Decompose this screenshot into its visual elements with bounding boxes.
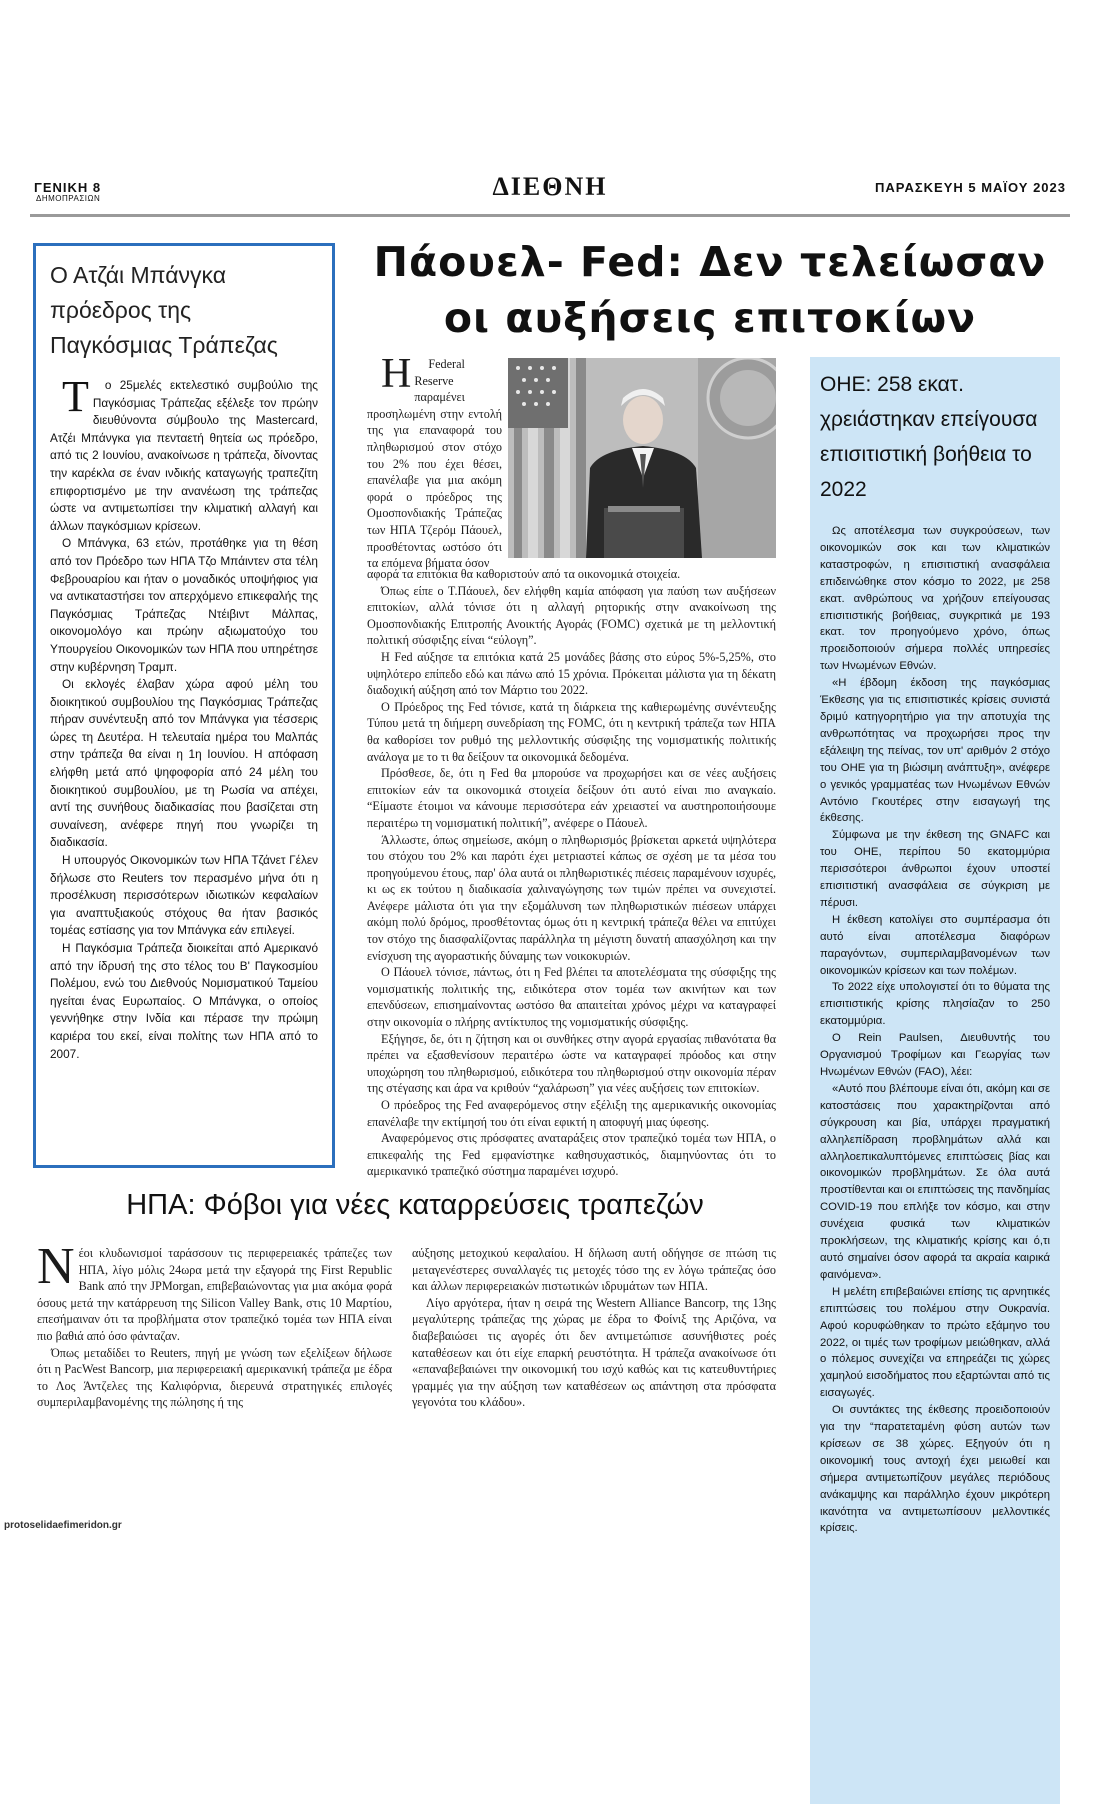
issue-date: ΠΑΡΑΣΚΕΥΗ 5 ΜΑΪΟΥ 2023 [874, 180, 1066, 195]
paragraph: Ο Rein Paulsen, Διευθυντής του Οργανισμού Τροφίμων και Γεωργίας των Ηνωμένων Εθνών (FAO), λέει: [820, 1032, 1050, 1078]
paragraph: Οι συντάκτες της έκθεσης προειδοποιούν για την “παρατεταμένη φύση αυτών των κρίσεων σε 38 χώρες. Εξηγούν ότι η οικονομική τους αντοχή έχει μειωθεί και σήμερα αντιμετωπίζουν μεγάλες περιόδους ανάκαμψης και παράλληλο έχουν μικρότερη ικανότητα να αντιμετωπίσουν μελλοντικές κρίσεις. [820, 1404, 1050, 1535]
paragraph: «Αυτό που βλέπουμε είναι ότι, ακόμη και σε κατοστάσεις που χαρακτηρίζονται από σύγκρουση και βία, υπάρχει πραγματική αλληλεπίδραση προβλημάτων αλλά και αλληλοεπικαλυπτόμενες επιπτώσεις βίας και οικονομικών προβλημάτων. Σε όλα αυτά προστίθενται και οι επιπτώσεις της πανδημίας COVID-19 που επλήξε τον κόσμο, και στην συνέχεια φυσικά των κλιματικών προκλήσεων, της κλιματικής κρίσης και ό,τι αυτό σημαίνει όσον αφορά τα ακραία καιρικά φαινόμενα». [820, 1082, 1050, 1281]
paragraph: αφορά τα επιτόκια θα καθοριστούν από τα οικονομικά στοιχεία. [367, 567, 681, 581]
paragraph: Σύμφωνα με την έκθεση της GNAFC και του ΟΗΕ, περίπου 50 εκατομμύρια περισσότεροι άνθρωποι έχουν υποστεί επισιτιστική ανασφάλεια σε σύγκριση με πέρυσι. [820, 829, 1050, 909]
header-rule [30, 214, 1070, 217]
sidebar-article-left [33, 243, 335, 1168]
main-article-body [367, 566, 776, 1180]
paragraph: Η υπουργός Οικονομικών των ΗΠΑ Τζάνετ Γέλεν δήλωσε στο Reuters τον περασμένο μήνα ότι η προσέλκυση περισσότερων ιδιωτικών κεφαλαίων για αναπτυξιακούς στόχους θα ήταν βασικός τομέας εστίασης για τον Μπάνγκα εάν επιλεγεί. [50, 853, 318, 938]
sidebar-left-body [50, 372, 318, 1063]
paragraph: Εξήγησε, δε, ότι η ζήτηση και οι συνθήκες στην αγορά εργασίας πιθανότατα θα πρέπει να εξασθενίσουν περαιτέρω ώστε να καταγραφεί πρόοδος και στην υποχώρηση του πληθωρισμού, ειδικότερα του πληθωρισμού στην οικονομία πέραν της στέγασης και άρα να κριθούν “χαλάρωση” για νέες αυξήσεις των επιτοκίων. [367, 1031, 776, 1096]
paragraph: ΗFederal Reserve παραμένει προσηλωμένη στην εντολή της για επαναφορά του πληθωρισμού στον στόχο του 2% που έχει θέσει, επανέλαβε για μια ακόμη φορά ο πρόεδρος της Ομοσπονδιακής Τράπεζας των ΗΠΑ Τζερόμ Πάουελ, προσθέτοντας ωστόσο ότι τα επόμενα βήματα όσον [367, 351, 502, 571]
paragraph: Η έκθεση κατολίγει στο συμπέρασμα ότι αυτό είναι αποτέλεσμα διαφόρων παραγόντων, συμπεριλαμβανομένων των οικονομικών κρίσεων και των πολέμων. [820, 913, 1050, 977]
paragraph: Ο Πρόεδρος της Fed τόνισε, κατά τη διάρκεια της καθιερωμένης συνέντευξης Τύπου μετά τη διήμερη συνεδρίαση της FOMC, ότι η κεντρική τράπεζα των ΗΠΑ θα καθορίσει τον ρυθμό της μελλοντικής σύσφιξης της νομισματικής πολιτικής ανάλογα με το τι θα δείξουν τα οικονομικά δεδομένα. [367, 699, 776, 764]
paragraph: Το 2022 είχε υπολογιστεί ότι το θύματα της επισιτιστικής κρίσης πλησίαζαν το 250 εκατομμύρια. [820, 981, 1050, 1028]
paragraph: Όπως είπε ο Τ.Πάουελ, δεν ελήφθη καμία απόφαση για παύση των αυξήσεων επιτοκίων, αλλά τόνισε ότι η αλλαγή ρητορικής στην ανακοίνωση της Ομοσπονδιακής Επιτροπής Ανοικτής Αγοράς (FOMC) σχετικά με τη μελλοντική πολιτική σύσφιξης είναι “εύλογη”. [367, 583, 776, 648]
press-conference-photo [508, 358, 776, 558]
paragraph: Πρόσθεσε, δε, ότι η Fed θα μπορούσε να προχωρήσει και σε νέες αυξήσεις επιτοκίων εάν τα οικονομικά στοιχεία δείξουν ότι αυτό είναι πιο αναγκαίο. “Είμαστε έτοιμοι να κάνουμε περισσότερα εάν χρειαστεί να αυστηροποιήσουμε περαιτέρω τη νομισματική πολιτική”, ανέφερε ο Πάουελ. [367, 766, 776, 830]
section-label: ΓΕΝΙΚΗ 8 [34, 180, 102, 195]
main-headline [350, 234, 1070, 346]
paragraph: Η Fed αύξησε τα επιτόκια κατά 25 μονάδες βάσης στο εύρος 5%-5,25%, στο υψηλότερο επίπεδο εδώ και πάνω από 15 χρόνια. Πρόκειται μάλιστα για τη δέκατη διαδοχική αύξηση από τον Μάρτιο του 2022. [367, 649, 776, 698]
source-watermark: protoselidaefimeridon.gr [4, 1520, 122, 1531]
paragraph: «Η έβδομη έκδοση της παγκόσμιας Έκθεσης για τις επισιτιστικές κρίσεις συνιστά δριμύ κατηγορητήριο για την αποτυχία της ανθρωπότητας να προχωρήσει προς την εξάλειψη της πείνας, τον υπ' αριθμόν 2 στόχο του ΟΗΕ για τη βιώσιμη ανάπτυξη», ανέφερε ο γενικός γραμματέας των Ηνωμένων Εθνών Αντόνιο Γκουτέρες στην εισαγωγή της έκθεσης. [820, 677, 1050, 825]
main-headline-line2: οι αυξήσεις επιτοκίων [443, 294, 977, 342]
paragraph: αύξησης μετοχικού κεφαλαίου. Η δήλωση αυτή οδήγησε σε πτώση τις μεταγενέστερες συναλλαγές τις μετοχές τόσο της εν λόγω τράπεζας όσο και άλλων περιφερειακών πιστωτικών ιδρυμάτων των ΗΠΑ. [412, 1246, 776, 1294]
paragraph: Αναφερόμενος στις πρόσφατες αναταράξεις στον τραπεζικό τομέα των ΗΠΑ, ο επικεφαλής της Fed εμφανίστηκε καθησυχαστικός, διαμηνύοντας ότι το αμερικανικό τραπεζικό σύστημα παραμένει ισχυρό. [367, 1131, 776, 1179]
paragraph: Το 25μελές εκτελεστικό συμβούλιο της Παγκόσμιας Τράπεζας εξέλεξε τον πρώην διευθύνοντα σύμβουλο της Mastercard, Ατζέι Μπάνγκα για πενταετή θητεία ως πρόεδρο, από τις 2 Ιουνίου, ανακοίνωσε η τράπεζα, δίνοντας την καρέκλα σε έναν ινδικής καταγωγής τραπεζίτη επιφορτισμένο με την ανανέωση της τράπεζας ώστε να αντιμετωπίσει την κλιματική αλλαγή και άλλων παγκόσμιων κρίσεων. [50, 372, 318, 533]
section-sublabel: ΔΗΜΟΠΡΑΣΙΩΝ [36, 194, 101, 203]
paragraph: Η μελέτη επιβεβαιώνει επίσης τις αρνητικές επιπτώσεις του πολέμου στην Ουκρανία. Αφού κορυφώθηκαν το πρώτο εξάμηνο του 2022, οι τιμές των τροφίμων μειώθηκαν, αλλά ο πόλεμος συνεχίζει να επηρεάζει τις χώρες χαμηλού εισοδήματος που εξαρτώνται από τις εισαγωγές. [820, 1285, 1050, 1400]
bottom-article-col1 [37, 1238, 392, 1411]
speaker-at-podium-image [508, 358, 776, 558]
sidebar-article-right [810, 357, 1060, 1804]
sidebar-right-title: ΟΗΕ: 258 εκατ. χρειάστηκαν επείγουσα επισιτιστική βοήθεια το 2022 [820, 373, 1038, 501]
sidebar-right-body [820, 523, 1050, 1537]
paragraph: Νέοι κλυδωνισμοί ταράσσουν τις περιφερειακές τράπεζες των ΗΠΑ, λίγο μόλις 24ωρα μετά την εξαγορά της First Republic Bank από την JPMorgan, επιβεβαιώνοντας για μια ακόμα φορά όσους μετά την κατάρρευση της Silicon Valley Bank, στις 10 Μαρτίου, επεσήμαιναν ότι τα προβλήματα στον τραπεζικό τομέα των ΗΠΑ είναι πιο βαθιά από όσο φάνταζαν. [37, 1238, 392, 1343]
paragraph: Ο Πάουελ τόνισε, πάντως, ότι η Fed βλέπει τα αποτελέσματα της σύσφιξης της νομισματικής πολιτικής της, ειδικότερα στον τομέα των ακινήτων και των επενδύσεων, επισημαίνοντας ωστόσο θα απαιτείται χρόνος μέχρι να καταγραφεί στην οικονομία ο πλήρης αντίκτυπος της νομισματικής σύσφιξης. [367, 965, 776, 1030]
category-title: ΔΙΕΘΝΗ [492, 172, 608, 201]
paragraph: Ο πρόεδρος της Fed αναφερόμενος στην εξέλιξη της αμερικανικής οικονομίας επανέλαβε την εκτίμησή του ότι είναι εφικτή η αποφυγή μιας ύφεσης. [367, 1098, 776, 1129]
bottom-article-col2 [412, 1245, 776, 1411]
bottom-headline: ΗΠΑ: Φόβοι για νέες καταρρεύσεις τραπεζών [126, 1189, 704, 1221]
main-headline-line1: Πάουελ- Fed: Δεν τελείωσαν [373, 238, 1047, 286]
paragraph: Οι εκλογές έλαβαν χώρα αφού μέλη του διοικητικού συμβουλίου της Παγκόσμιας Τράπεζας πήραν συνέντευξη από τον Μπάνγκα για τέσσερις ώρες τη Δευτέρα. Η τελευταία ημέρα του Μαλπάς στην τράπεζα θα είναι η 1η Ιουνίου. Η απόφαση ελήφθη μετά από ψηφοφορία από 24 μέλη του διοικητικού συμβουλίου, με τη Ρωσία να απέχει, αντί της συνήθους διαδικασίας που βασίζεται στη συναίνεση, ανέφερε πηγή που γνωρίζει τη διαδικασία. [50, 677, 318, 850]
paragraph: Άλλωστε, όπως σημείωσε, ακόμη ο πληθωρισμός βρίσκεται αρκετά υψηλότερα του στόχου του 2% και παρότι έχει μετριαστεί κάπως σε σχέση με τα μέσα του προηγούμενου έτους, παρ' όλα αυτά οι πληθωριστικές πιέσεις παραμένουν ισχυρές, κι ως εκ τούτου η διαδικασία χαλιναγώγησης των τιμών πρέπει να συνεχιστεί. Ανέφερε μάλιστα ότι για την εξομάλυνση των πληθωριστικών πιέσεων υπάρχει ακόμη πολύ δρόμος, προσθέτοντας όμως ότι η κεντρική τράπεζα θέλει να επιτύχει τον στόχο της διασφαλίζοντας παράλληλα τη μέγιστη δυνατή απασχόληση και την ενίσχυση της αγοραστικής δύναμης των νοικοκυριών. [367, 832, 776, 963]
paragraph: Η Παγκόσμια Τράπεζα διοικείται από Αμερικανό από την ίδρυσή της στο τέλος του Β' Παγκοσμίου Πολέμου, ενώ του Διεθνούς Νομισματικού Ταμείου ηγείται ένας Ευρωπαίος. Ο Μπάνγκα, ο οποίος γεννήθηκε στην Ινδία και πέρασε την πρώιμη καριέρα του εκεί, είναι πολίτης των ΗΠΑ από το 2007. [50, 941, 318, 1061]
main-intro [367, 351, 502, 572]
paragraph: Όπως μεταδίδει το Reuters, πηγή με γνώση των εξελίξεων δήλωσε ότι η PacWest Bancorp, μια περιφερειακή αμερικανική τράπεζα με έδρα το Λος Άντζελες της Καλιφόρνια, διερευνά στρατηγικές επιλογές συμπεριλαμβανομένης της πώλησης ή της [37, 1345, 392, 1410]
sidebar-left-title: Ο Ατζάι Μπάνγκα πρόεδρος της Παγκόσμιας Τράπεζας [50, 262, 278, 358]
paragraph: Ως αποτέλεσμα των συγκρούσεων, των οικονομικών σοκ και των κλιματικών καταστροφών, η επισιτιστική ανασφάλεια επιδεινώθηκε στον κόσμο το 2022, με 258 εκατ. ανθρώπους να χρήζουν επείγουσας επισιτιστικής βοήθειας, συγκριτικά με 193 εκατ. τον προηγούμενο χρόνο, όπως προειδοποιούν σήμερα πολλές υπηρεσίες των Ηνωμένων Εθνών. [820, 525, 1050, 673]
paragraph: Ο Μπάνγκα, 63 ετών, προτάθηκε για τη θέση από τον Πρόεδρο των ΗΠΑ Τζο Μπάιντεν στα τέλη Φεβρουαρίου και ήταν ο μοναδικός υποψήφιος για να αντικαταστήσει τον απερχόμενο επικεφαλής της Παγκόσμιας Τράπεζας Ντέιβιντ Μάλπας, οικονομολόγο και πρώην αξιωματούχο του Υπουργείου Οικονομικών των ΗΠΑ που υπηρέτησε στην κυβέρνηση Τραμπ. [50, 536, 318, 674]
paragraph: Λίγο αργότερα, ήταν η σειρά της Western Alliance Bancorp, της 13ης μεγαλύτερης τράπεζας της χώρας με έδρα το Φοίνιξ της Αριζόνα, να διαβεβαιώσει τις αγορές ότι δεν αντιμετώπισε ασυνήθιστες ροές καταθέσεων και ότι είχε επαρκή ρευστότητα. Η τράπεζα ανακοίνωσε ότι «επαναβεβαιώνει την οικονομική του ισχύ καθώς και τις κατευθυντήριες γραμμές για την αύξηση των καταθέσεων ως απάντηση στα πρόσφατα γεγονότα του κλάδου». [412, 1295, 776, 1410]
